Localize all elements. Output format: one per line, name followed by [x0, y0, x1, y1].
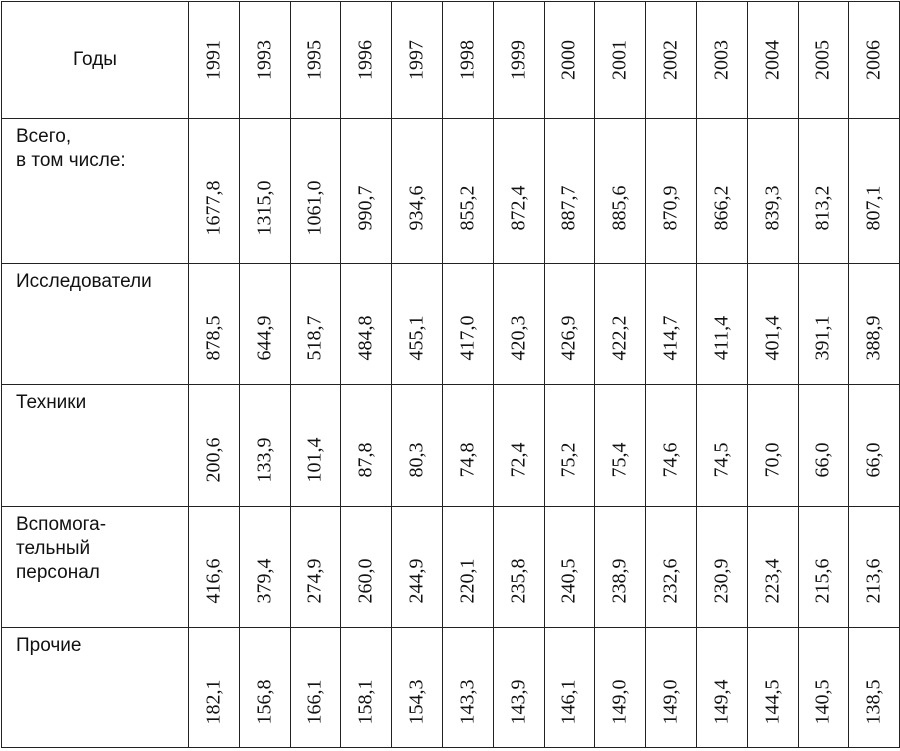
- cell-value: 1315,0: [253, 180, 276, 236]
- value-cell: [493, 119, 544, 264]
- cell-value: 887,7: [557, 185, 580, 231]
- table-row: [2, 385, 900, 507]
- value-cell: [290, 507, 341, 628]
- value-cell: [696, 628, 747, 748]
- value-cell: [493, 264, 544, 385]
- cell-value: 839,3: [761, 185, 784, 231]
- value-cell: [646, 507, 697, 628]
- value-cell: [747, 628, 798, 748]
- value-cell: [493, 628, 544, 748]
- value-cell: [442, 264, 493, 385]
- cell-value: 166,1: [303, 679, 326, 725]
- year-header-cell: [341, 2, 392, 119]
- cell-value: 855,2: [456, 185, 479, 231]
- value-cell: [544, 119, 595, 264]
- cell-value: 1677,8: [202, 180, 225, 236]
- row-label-cell: [2, 119, 189, 264]
- year-header-cell: [849, 2, 900, 119]
- cell-value: 870,9: [659, 185, 682, 231]
- cell-value: 200,6: [202, 437, 225, 483]
- cell-value: 143,3: [456, 679, 479, 725]
- value-cell: [747, 119, 798, 264]
- year-header-cell: [646, 2, 697, 119]
- year-label: 2005: [811, 40, 834, 80]
- table-row: [2, 264, 900, 385]
- value-cell: [290, 385, 341, 507]
- value-cell: [849, 385, 900, 507]
- cell-value: 878,5: [202, 315, 225, 361]
- value-cell: [290, 119, 341, 264]
- cell-value: 149,0: [608, 679, 631, 725]
- value-cell: [696, 507, 747, 628]
- cell-value: 455,1: [405, 315, 428, 361]
- cell-value: 807,1: [862, 185, 885, 231]
- years-header-cell: [2, 2, 189, 119]
- cell-value: 223,4: [761, 558, 784, 604]
- year-label: 1999: [507, 40, 530, 80]
- value-cell: [696, 264, 747, 385]
- value-cell: [442, 385, 493, 507]
- cell-value: 885,6: [608, 185, 631, 231]
- cell-value: 417,0: [456, 315, 479, 361]
- row-label: Вспомога- тельный персонал: [16, 514, 107, 583]
- value-cell: [798, 628, 849, 748]
- row-label: Прочие: [16, 635, 82, 656]
- cell-value: 220,1: [456, 558, 479, 604]
- value-cell: [595, 119, 646, 264]
- cell-value: 146,1: [557, 679, 580, 725]
- year-header-cell: [290, 2, 341, 119]
- year-label: 1993: [253, 40, 276, 80]
- cell-value: 74,6: [659, 442, 682, 478]
- cell-value: 74,5: [710, 442, 733, 478]
- value-cell: [747, 385, 798, 507]
- cell-value: 101,4: [303, 437, 326, 483]
- years-header-label: Годы: [73, 49, 117, 70]
- row-label-cell: [2, 264, 189, 385]
- year-label: 1997: [405, 40, 428, 80]
- value-cell: [189, 507, 240, 628]
- cell-value: 388,9: [862, 315, 885, 361]
- year-header-cell: [493, 2, 544, 119]
- value-cell: [544, 628, 595, 748]
- year-header-cell: [239, 2, 290, 119]
- value-cell: [798, 385, 849, 507]
- cell-value: 72,4: [507, 442, 530, 478]
- cell-value: 75,2: [557, 442, 580, 478]
- header-row: [2, 2, 900, 119]
- cell-value: 80,3: [405, 442, 428, 478]
- value-cell: [290, 628, 341, 748]
- year-label: 2002: [659, 40, 682, 80]
- value-cell: [239, 628, 290, 748]
- personnel-table: [1, 1, 900, 748]
- cell-value: 213,6: [862, 558, 885, 604]
- year-label: 2000: [557, 40, 580, 80]
- value-cell: [849, 119, 900, 264]
- value-cell: [341, 264, 392, 385]
- cell-value: 66,0: [811, 442, 834, 478]
- cell-value: 518,7: [303, 315, 326, 361]
- value-cell: [392, 385, 443, 507]
- value-cell: [493, 507, 544, 628]
- cell-value: 274,9: [303, 558, 326, 604]
- cell-value: 240,5: [557, 558, 580, 604]
- cell-value: 934,6: [405, 185, 428, 231]
- row-label-cell: [2, 507, 189, 628]
- cell-value: 866,2: [710, 185, 733, 231]
- cell-value: 416,6: [202, 558, 225, 604]
- cell-value: 149,0: [659, 679, 682, 725]
- cell-value: 379,4: [253, 558, 276, 604]
- row-label: Всего, в том числе:: [16, 126, 126, 171]
- table-row: [2, 119, 900, 264]
- year-header-cell: [442, 2, 493, 119]
- value-cell: [646, 385, 697, 507]
- cell-value: 74,8: [456, 442, 479, 478]
- year-header-cell: [544, 2, 595, 119]
- cell-value: 260,0: [354, 558, 377, 604]
- value-cell: [341, 385, 392, 507]
- cell-value: 1061,0: [303, 180, 326, 236]
- cell-value: 422,2: [608, 315, 631, 361]
- value-cell: [595, 628, 646, 748]
- cell-value: 66,0: [862, 442, 885, 478]
- value-cell: [747, 507, 798, 628]
- value-cell: [239, 385, 290, 507]
- cell-value: 426,9: [557, 315, 580, 361]
- year-label: 1996: [354, 40, 377, 80]
- cell-value: 215,6: [811, 558, 834, 604]
- cell-value: 872,4: [507, 185, 530, 231]
- value-cell: [544, 264, 595, 385]
- cell-value: 235,8: [507, 558, 530, 604]
- cell-value: 644,9: [253, 315, 276, 361]
- cell-value: 144,5: [761, 679, 784, 725]
- value-cell: [595, 264, 646, 385]
- cell-value: 813,2: [811, 185, 834, 231]
- cell-value: 158,1: [354, 679, 377, 725]
- value-cell: [696, 385, 747, 507]
- row-label-cell: [2, 628, 189, 748]
- cell-value: 484,8: [354, 315, 377, 361]
- cell-value: 411,4: [710, 316, 733, 361]
- year-label: 1995: [303, 40, 326, 80]
- value-cell: [189, 119, 240, 264]
- cell-value: 154,3: [405, 679, 428, 725]
- value-cell: [747, 264, 798, 385]
- cell-value: 138,5: [862, 679, 885, 725]
- value-cell: [646, 628, 697, 748]
- value-cell: [341, 628, 392, 748]
- value-cell: [798, 507, 849, 628]
- year-label: 1991: [202, 40, 225, 80]
- value-cell: [544, 385, 595, 507]
- cell-value: 391,1: [811, 315, 834, 361]
- value-cell: [646, 264, 697, 385]
- cell-value: 238,9: [608, 558, 631, 604]
- value-cell: [189, 264, 240, 385]
- year-label: 1998: [456, 40, 479, 80]
- value-cell: [239, 119, 290, 264]
- cell-value: 143,9: [507, 679, 530, 725]
- value-cell: [849, 628, 900, 748]
- value-cell: [849, 507, 900, 628]
- value-cell: [392, 119, 443, 264]
- value-cell: [646, 119, 697, 264]
- value-cell: [392, 628, 443, 748]
- value-cell: [442, 119, 493, 264]
- cell-value: 182,1: [202, 679, 225, 725]
- year-label: 2003: [710, 40, 733, 80]
- value-cell: [493, 385, 544, 507]
- cell-value: 232,6: [659, 558, 682, 604]
- table-row: [2, 507, 900, 628]
- cell-value: 244,9: [405, 558, 428, 604]
- value-cell: [595, 385, 646, 507]
- value-cell: [696, 119, 747, 264]
- cell-value: 87,8: [354, 442, 377, 478]
- value-cell: [544, 507, 595, 628]
- value-cell: [239, 507, 290, 628]
- value-cell: [442, 507, 493, 628]
- row-label: Техники: [16, 392, 87, 413]
- value-cell: [189, 628, 240, 748]
- cell-value: 133,9: [253, 437, 276, 483]
- cell-value: 140,5: [811, 679, 834, 725]
- table-row: [2, 628, 900, 748]
- cell-value: 401,4: [761, 315, 784, 361]
- value-cell: [798, 264, 849, 385]
- value-cell: [442, 628, 493, 748]
- year-header-cell: [595, 2, 646, 119]
- year-header-cell: [798, 2, 849, 119]
- year-header-cell: [392, 2, 443, 119]
- value-cell: [189, 385, 240, 507]
- cell-value: 70,0: [761, 442, 784, 478]
- cell-value: 156,8: [253, 679, 276, 725]
- row-label-cell: [2, 385, 189, 507]
- year-header-cell: [747, 2, 798, 119]
- cell-value: 230,9: [710, 558, 733, 604]
- year-label: 2001: [608, 40, 631, 80]
- value-cell: [341, 119, 392, 264]
- cell-value: 149,4: [710, 679, 733, 725]
- value-cell: [290, 264, 341, 385]
- year-header-cell: [189, 2, 240, 119]
- value-cell: [341, 507, 392, 628]
- row-label: Исследователи: [16, 271, 152, 292]
- value-cell: [595, 507, 646, 628]
- cell-value: 75,4: [608, 442, 631, 478]
- value-cell: [798, 119, 849, 264]
- value-cell: [392, 507, 443, 628]
- cell-value: 414,7: [659, 315, 682, 361]
- value-cell: [849, 264, 900, 385]
- year-label: 2006: [862, 40, 885, 80]
- cell-value: 420,3: [507, 315, 530, 361]
- year-label: 2004: [761, 40, 784, 80]
- value-cell: [392, 264, 443, 385]
- cell-value: 990,7: [354, 185, 377, 231]
- year-header-cell: [696, 2, 747, 119]
- value-cell: [239, 264, 290, 385]
